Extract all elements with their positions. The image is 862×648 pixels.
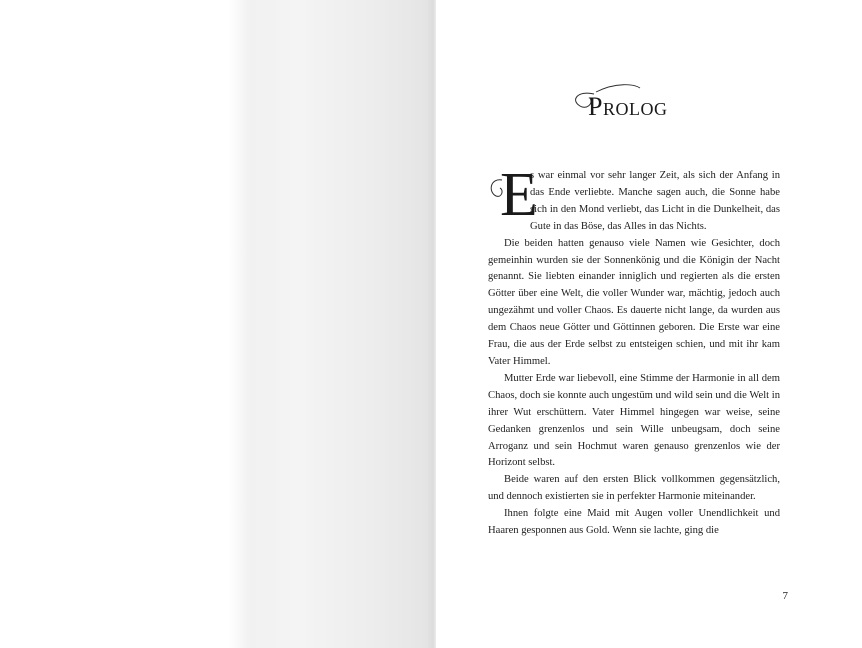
paragraph-5: Ihnen folgte eine Maid mit Augen voller Unendlichkeit und Haaren gesponnen aus Gold. Wenn sie lachte, ging die (488, 508, 780, 537)
paragraph-1: s war einmal vor sehr langer Zeit, als sich der Anfang in das Ende verliebte. Manche sagen auch, die Sonne habe sich in den Mond verliebt, das Licht in die Dunkelheit, das Gute in das Böse, das Alles in das Nichts. (530, 170, 780, 232)
body-text (488, 161, 780, 540)
chapter-title: Prolog (588, 92, 668, 121)
page-number: 7 (782, 590, 788, 602)
drop-cap: E (500, 161, 538, 229)
paragraph-2: Die beiden hatten genauso viele Namen wie Gesichter, doch gemeinhin wurden sie der Sonnenkönig und die Königin der Nacht genannt. Sie liebten einander inniglich und regierten als die ersten Götter über eine Welt, die voller Wunder war, mächtig, jedoch auch ungezähmt und voller Chaos. Es dauerte nicht lange, da wurden aus dem Chaos neue Götter und Göttinnen geboren. Die Erste war eine Frau, die aus der Erde selbst zu entsteigen schien, und mit ihr kam Vater Himmel. (488, 237, 780, 367)
drop-cap-block (488, 161, 538, 229)
chapter-title-block (566, 78, 716, 128)
paragraph-4: Beide waren auf den ersten Blick vollkommen gegensätzlich, und dennoch existierten sie in perfekter Harmonie miteinander. (488, 474, 780, 503)
paragraph-3: Mutter Erde war liebevoll, eine Stimme der Harmonie in all dem Chaos, doch sie konnte auch ungestüm und wild sein und die Welt in ihrer Wut erschüttern. Vater Himmel hingegen war weise, seine Gedanken grenzenlos und sein Wille unbeugsam, doch seine Arroganz und sein Hochmut waren genauso grenzenlos wie der Horizont selbst. (488, 372, 780, 469)
